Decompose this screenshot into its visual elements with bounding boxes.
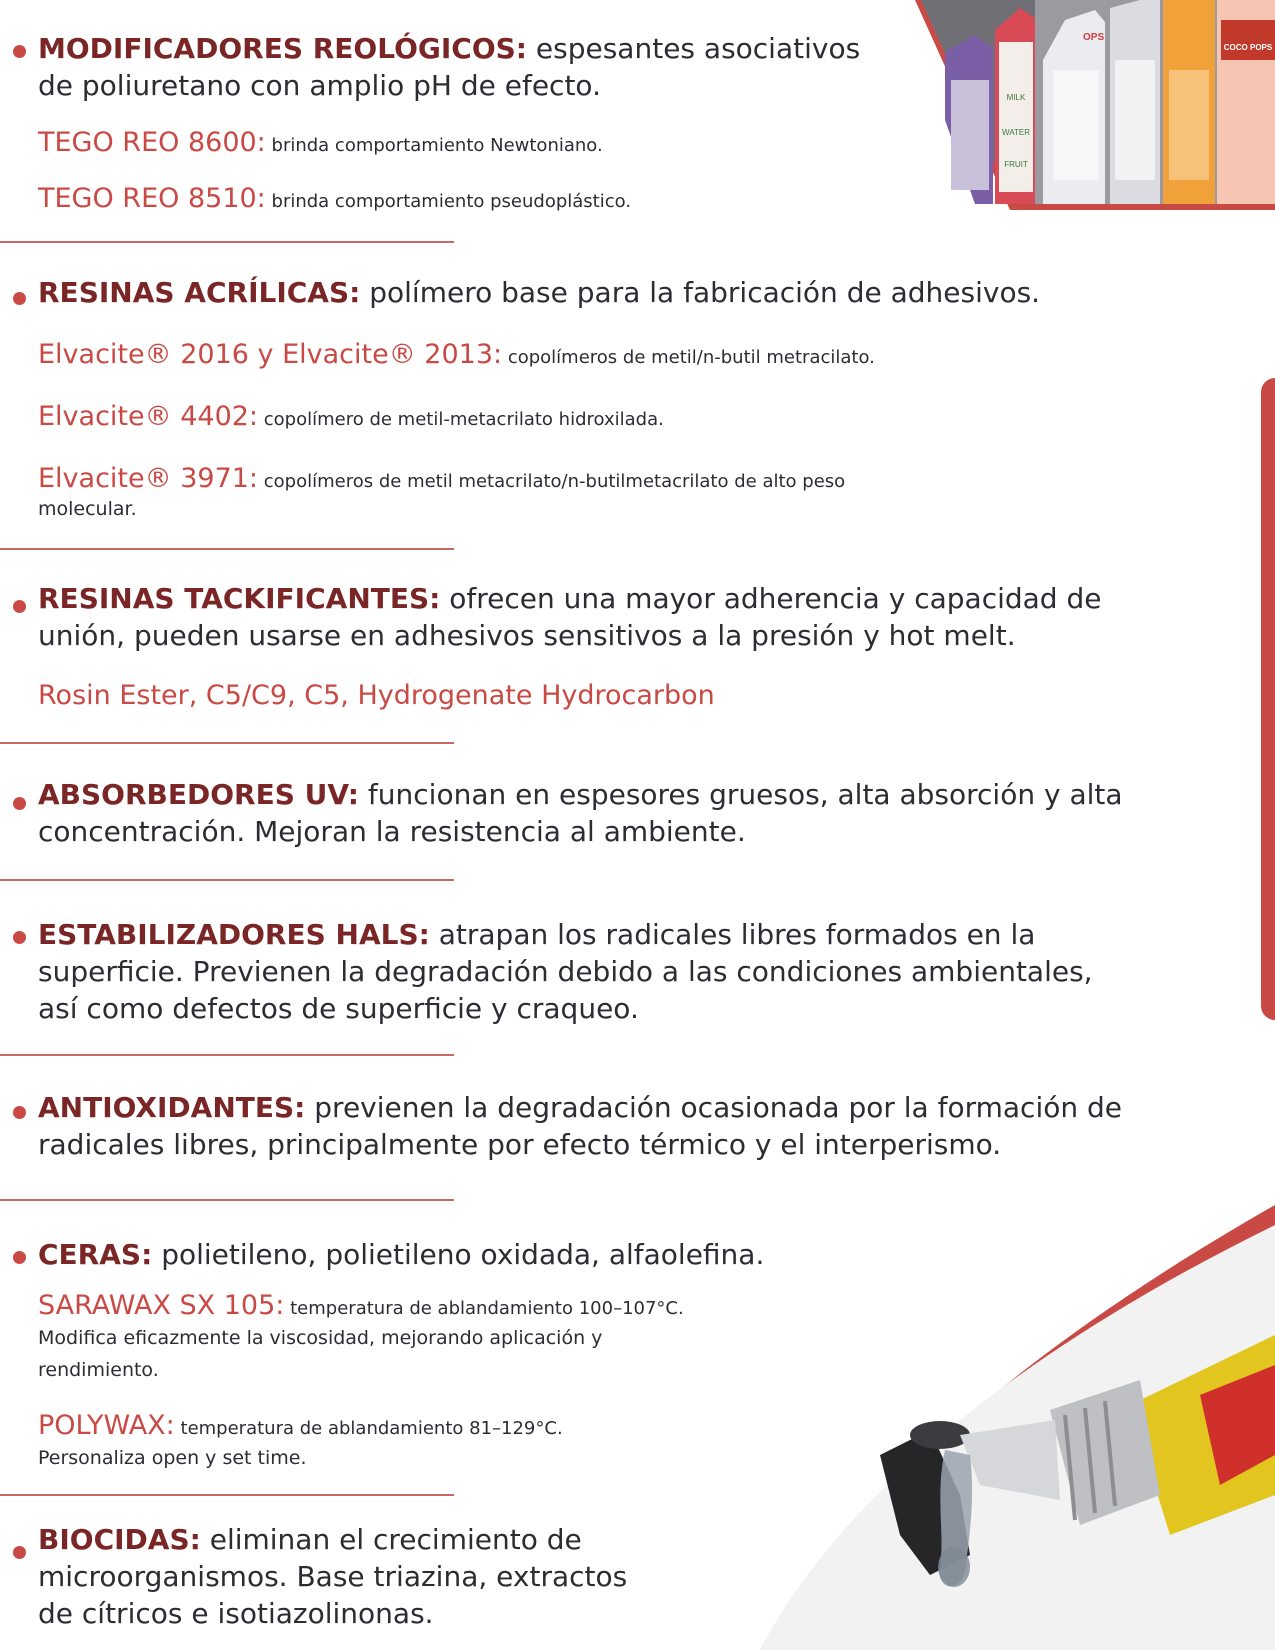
description: espesantes asociativos [535, 32, 861, 65]
description: atrapan los radicales libres formados en la [438, 918, 1036, 951]
item-desc: temperatura de ablandamiento 81–129°C. [180, 1418, 563, 1439]
item-tackificantes [38, 680, 715, 714]
heading: RESINAS TACKIFICANTES: [38, 582, 441, 615]
description: ofrecen una mayor adherencia y capacidad de [449, 582, 1102, 615]
bullet [13, 45, 26, 58]
item-desc: copolímeros de metil/n-butil metracilato. [507, 347, 875, 368]
divider [0, 1054, 454, 1056]
divider [0, 742, 454, 744]
description-cont: superficie. Previenen la degradación debido a las condiciones ambientales, [38, 955, 1093, 988]
heading: MODIFICADORES REOLÓGICOS: [38, 32, 527, 65]
item-tego-8510 [38, 183, 631, 217]
item-desc: copolímeros de metil metacrilato/n-butilmetacrilato de alto peso [263, 471, 846, 492]
description: previenen la degradación ocasionada por la formación de [314, 1091, 1123, 1124]
item-polywax [38, 1410, 563, 1474]
item-desc-cont: molecular. [38, 498, 137, 520]
description-cont: concentración. Mejoran la resistencia al ambiente. [38, 815, 746, 848]
item-elvacite-2016 [38, 339, 875, 373]
label-ops: OPS [1083, 32, 1105, 43]
section-antioxidantes [38, 1089, 1122, 1163]
divider [0, 548, 454, 550]
description: eliminan el crecimiento de [209, 1523, 582, 1556]
heading: ANTIOXIDANTES: [38, 1091, 306, 1124]
item-desc-cont: Modifica eficazmente la viscosidad, mejorando aplicación y [38, 1327, 603, 1349]
description: polímero base para la fabricación de adhesivos. [369, 276, 1041, 309]
bullet [13, 931, 26, 944]
item-name: TEGO REO 8600: [38, 127, 266, 158]
divider [0, 1199, 454, 1201]
description-cont: unión, pueden usarse en adhesivos sensitivos a la presión y hot melt. [38, 619, 1016, 652]
section-resinas-tackificantes [38, 580, 1101, 654]
item-sarawax [38, 1290, 684, 1386]
item-name: Elvacite® 4402: [38, 401, 259, 432]
heading: ABSORBEDORES UV: [38, 778, 360, 811]
description-cont: de poliuretano con amplio pH de efecto. [38, 69, 601, 102]
item-desc: temperatura de ablandamiento 100–107°C. [290, 1298, 684, 1319]
item-name: POLYWAX: [38, 1410, 175, 1441]
heading: RESINAS ACRÍLICAS: [38, 276, 361, 309]
item-desc: brinda comportamiento Newtoniano. [271, 135, 603, 156]
item-desc-cont: Personaliza open y set time. [38, 1447, 307, 1469]
item-name: TEGO REO 8510: [38, 183, 266, 214]
divider [0, 241, 454, 243]
description: polietileno, polietileno oxidada, alfaolefina. [161, 1238, 765, 1271]
item-desc: brinda comportamiento pseudoplástico. [271, 191, 632, 212]
description-cont2: de cítricos e isotiazolinonas. [38, 1597, 434, 1630]
item-desc: copolímero de metil-metacrilato hidroxilada. [263, 409, 664, 430]
section-estabilizadores-hals [38, 916, 1093, 1027]
divider [0, 1494, 454, 1496]
description-cont2: así como defectos de superficie y craqueo. [38, 992, 639, 1025]
item-name: Rosin Ester, C5/C9, C5, Hydrogenate Hydrocarbon [38, 680, 715, 711]
bullet [13, 292, 26, 305]
section-ceras [38, 1236, 764, 1273]
label-cocopops: COCO POPS [1223, 43, 1273, 52]
description-cont: radicales libres, principalmente por efecto térmico y el interperismo. [38, 1128, 1002, 1161]
packaging-photo [915, 0, 1275, 210]
description-cont: microorganismos. Base triazina, extractos [38, 1560, 628, 1593]
item-name: SARAWAX SX 105: [38, 1290, 285, 1321]
section-biocidas [38, 1521, 627, 1632]
sidebar-accent [1261, 378, 1275, 1020]
item-name: Elvacite® 3971: [38, 463, 259, 494]
label-water: WATER [1002, 128, 1030, 137]
bullet [13, 600, 26, 613]
label-milk: MILK [1006, 93, 1026, 102]
heading: CERAS: [38, 1238, 153, 1271]
item-desc-cont2: rendimiento. [38, 1359, 159, 1381]
description: funcionan en espesores gruesos, alta absorción y alta [367, 778, 1123, 811]
bullet [13, 797, 26, 810]
label-fruit: FRUIT [1004, 160, 1028, 169]
bullet [13, 1106, 26, 1119]
item-elvacite-4402 [38, 401, 664, 435]
glue-tube-photo [730, 1195, 1275, 1650]
item-tego-8600 [38, 127, 603, 161]
section-resinas-acrilicas [38, 274, 1040, 311]
heading: ESTABILIZADORES HALS: [38, 918, 430, 951]
bullet [13, 1546, 26, 1559]
item-name: Elvacite® 2016 y Elvacite® 2013: [38, 339, 503, 370]
heading: BIOCIDAS: [38, 1523, 201, 1556]
section-modificadores [38, 30, 860, 104]
section-absorbedores-uv [38, 776, 1123, 850]
bullet [13, 1251, 26, 1264]
divider [0, 879, 454, 881]
item-elvacite-3971 [38, 463, 845, 525]
